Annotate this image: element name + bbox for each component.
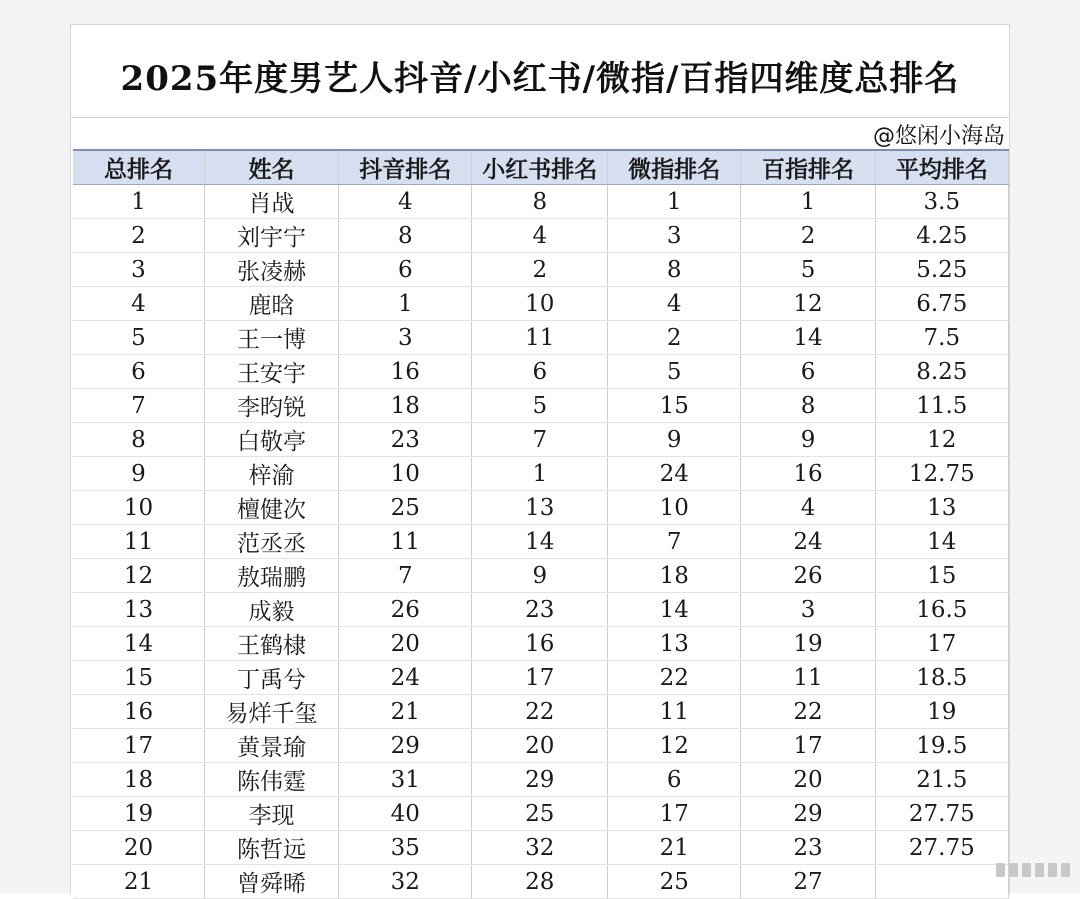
cell-name: 陈伟霆 [204, 763, 338, 797]
header-douyin-rank: 抖音排名 [339, 150, 472, 185]
cell-overall-rank: 11 [73, 525, 204, 559]
header-name: 姓名 [204, 150, 338, 185]
table-row [73, 423, 1009, 457]
table-row [73, 695, 1009, 729]
cell-weizhi-rank: 13 [608, 627, 741, 661]
cell-name: 敖瑞鹏 [204, 559, 338, 593]
cell-baizhi-rank: 22 [741, 695, 875, 729]
cell-douyin-rank: 35 [339, 831, 472, 865]
cell-baizhi-rank: 8 [741, 389, 875, 423]
cell-weizhi-rank: 10 [608, 491, 741, 525]
title-divider [71, 117, 1009, 118]
table-row [73, 831, 1009, 865]
cell-douyin-rank: 8 [339, 219, 472, 253]
cell-douyin-rank: 6 [339, 253, 472, 287]
cell-average-rank: 7.5 [875, 321, 1008, 355]
cell-name: 王一博 [204, 321, 338, 355]
cell-xiaohongshu-rank: 20 [472, 729, 608, 763]
cell-douyin-rank: 1 [339, 287, 472, 321]
cell-baizhi-rank: 1 [741, 185, 875, 219]
cell-douyin-rank: 10 [339, 457, 472, 491]
cell-douyin-rank: 3 [339, 321, 472, 355]
table-header-row [73, 150, 1009, 185]
cell-xiaohongshu-rank: 7 [472, 423, 608, 457]
cell-name: 陈哲远 [204, 831, 338, 865]
cell-weizhi-rank: 7 [608, 525, 741, 559]
cell-overall-rank: 6 [73, 355, 204, 389]
cell-average-rank: 11.5 [875, 389, 1008, 423]
cell-overall-rank: 14 [73, 627, 204, 661]
cell-average-rank: 5.25 [875, 253, 1008, 287]
cell-name: 黄景瑜 [204, 729, 338, 763]
table-row [73, 321, 1009, 355]
cell-weizhi-rank: 8 [608, 253, 741, 287]
cell-xiaohongshu-rank: 25 [472, 797, 608, 831]
table-row [73, 865, 1009, 899]
cell-average-rank: 16.5 [875, 593, 1008, 627]
cell-douyin-rank: 11 [339, 525, 472, 559]
cell-average-rank: 3.5 [875, 185, 1008, 219]
cell-baizhi-rank: 20 [741, 763, 875, 797]
header-overall-rank: 总排名 [73, 150, 204, 185]
cell-xiaohongshu-rank: 10 [472, 287, 608, 321]
cell-average-rank: 27.75 [875, 797, 1008, 831]
cell-weizhi-rank: 25 [608, 865, 741, 899]
cell-overall-rank: 13 [73, 593, 204, 627]
cell-overall-rank: 15 [73, 661, 204, 695]
cell-weizhi-rank: 4 [608, 287, 741, 321]
cell-average-rank: 14 [875, 525, 1008, 559]
cell-overall-rank: 17 [73, 729, 204, 763]
cell-overall-rank: 19 [73, 797, 204, 831]
cell-xiaohongshu-rank: 4 [472, 219, 608, 253]
cell-douyin-rank: 24 [339, 661, 472, 695]
cell-average-rank: 6.75 [875, 287, 1008, 321]
cell-weizhi-rank: 3 [608, 219, 741, 253]
cell-overall-rank: 10 [73, 491, 204, 525]
cell-overall-rank: 4 [73, 287, 204, 321]
cell-xiaohongshu-rank: 22 [472, 695, 608, 729]
cell-baizhi-rank: 24 [741, 525, 875, 559]
cell-overall-rank: 1 [73, 185, 204, 219]
cell-douyin-rank: 4 [339, 185, 472, 219]
cell-weizhi-rank: 12 [608, 729, 741, 763]
cell-overall-rank: 2 [73, 219, 204, 253]
cell-xiaohongshu-rank: 6 [472, 355, 608, 389]
cell-baizhi-rank: 29 [741, 797, 875, 831]
cell-name: 张凌赫 [204, 253, 338, 287]
table-row [73, 627, 1009, 661]
cell-xiaohongshu-rank: 9 [472, 559, 608, 593]
cell-overall-rank: 20 [73, 831, 204, 865]
cell-douyin-rank: 21 [339, 695, 472, 729]
cell-baizhi-rank: 17 [741, 729, 875, 763]
cell-weizhi-rank: 6 [608, 763, 741, 797]
cell-overall-rank: 8 [73, 423, 204, 457]
cell-baizhi-rank: 23 [741, 831, 875, 865]
ranking-table [73, 149, 1009, 899]
cell-weizhi-rank: 22 [608, 661, 741, 695]
cell-weizhi-rank: 14 [608, 593, 741, 627]
table-body [73, 185, 1009, 899]
cell-baizhi-rank: 4 [741, 491, 875, 525]
cell-average-rank: 8.25 [875, 355, 1008, 389]
cell-weizhi-rank: 2 [608, 321, 741, 355]
cell-weizhi-rank: 5 [608, 355, 741, 389]
cell-baizhi-rank: 9 [741, 423, 875, 457]
header-average-rank: 平均排名 [875, 150, 1008, 185]
table-row [73, 729, 1009, 763]
table-row [73, 287, 1009, 321]
table-row [73, 559, 1009, 593]
cell-weizhi-rank: 9 [608, 423, 741, 457]
cell-baizhi-rank: 26 [741, 559, 875, 593]
cell-name: 王安宇 [204, 355, 338, 389]
table-row [73, 661, 1009, 695]
cell-xiaohongshu-rank: 32 [472, 831, 608, 865]
cell-average-rank: 12 [875, 423, 1008, 457]
cell-xiaohongshu-rank: 8 [472, 185, 608, 219]
cell-overall-rank: 12 [73, 559, 204, 593]
watermark-icon [996, 863, 1070, 877]
cell-name: 曾舜晞 [204, 865, 338, 899]
cell-xiaohongshu-rank: 17 [472, 661, 608, 695]
cell-douyin-rank: 29 [339, 729, 472, 763]
table-row [73, 491, 1009, 525]
cell-overall-rank: 16 [73, 695, 204, 729]
cell-xiaohongshu-rank: 1 [472, 457, 608, 491]
cell-name: 梓渝 [204, 457, 338, 491]
cell-baizhi-rank: 3 [741, 593, 875, 627]
cell-douyin-rank: 26 [339, 593, 472, 627]
cell-overall-rank: 9 [73, 457, 204, 491]
table-row [73, 763, 1009, 797]
table-row [73, 355, 1009, 389]
cell-baizhi-rank: 6 [741, 355, 875, 389]
cell-douyin-rank: 20 [339, 627, 472, 661]
table-row [73, 457, 1009, 491]
table-row [73, 253, 1009, 287]
cell-average-rank: 15 [875, 559, 1008, 593]
cell-weizhi-rank: 1 [608, 185, 741, 219]
cell-overall-rank: 18 [73, 763, 204, 797]
cell-douyin-rank: 18 [339, 389, 472, 423]
cell-overall-rank: 21 [73, 865, 204, 899]
cell-baizhi-rank: 11 [741, 661, 875, 695]
cell-baizhi-rank: 14 [741, 321, 875, 355]
cell-average-rank: 13 [875, 491, 1008, 525]
ranking-sheet [70, 24, 1010, 894]
cell-average-rank: 19 [875, 695, 1008, 729]
author-credit: @悠闲小海岛 [873, 119, 1005, 150]
cell-average-rank: 17 [875, 627, 1008, 661]
cell-weizhi-rank: 15 [608, 389, 741, 423]
cell-douyin-rank: 7 [339, 559, 472, 593]
table-row [73, 219, 1009, 253]
table-row [73, 593, 1009, 627]
cell-weizhi-rank: 11 [608, 695, 741, 729]
cell-average-rank: 19.5 [875, 729, 1008, 763]
cell-name: 成毅 [204, 593, 338, 627]
cell-baizhi-rank: 27 [741, 865, 875, 899]
cell-douyin-rank: 40 [339, 797, 472, 831]
cell-name: 易烊千玺 [204, 695, 338, 729]
cell-weizhi-rank: 17 [608, 797, 741, 831]
cell-xiaohongshu-rank: 11 [472, 321, 608, 355]
cell-douyin-rank: 25 [339, 491, 472, 525]
cell-xiaohongshu-rank: 14 [472, 525, 608, 559]
cell-average-rank: 12.75 [875, 457, 1008, 491]
cell-baizhi-rank: 2 [741, 219, 875, 253]
cell-average-rank: 21.5 [875, 763, 1008, 797]
cell-name: 王鹤棣 [204, 627, 338, 661]
cell-xiaohongshu-rank: 13 [472, 491, 608, 525]
cell-name: 白敬亭 [204, 423, 338, 457]
cell-weizhi-rank: 21 [608, 831, 741, 865]
cell-xiaohongshu-rank: 5 [472, 389, 608, 423]
table-row [73, 525, 1009, 559]
cell-name: 李昀锐 [204, 389, 338, 423]
header-xiaohongshu-rank: 小红书排名 [472, 150, 608, 185]
cell-name: 丁禹兮 [204, 661, 338, 695]
cell-baizhi-rank: 5 [741, 253, 875, 287]
page-title: 2025年度男艺人抖音/小红书/微指/百指四维度总排名 [71, 51, 1009, 100]
cell-xiaohongshu-rank: 28 [472, 865, 608, 899]
table-row [73, 797, 1009, 831]
cell-name: 刘宇宁 [204, 219, 338, 253]
cell-overall-rank: 3 [73, 253, 204, 287]
cell-baizhi-rank: 19 [741, 627, 875, 661]
cell-xiaohongshu-rank: 23 [472, 593, 608, 627]
cell-name: 范丞丞 [204, 525, 338, 559]
cell-name: 肖战 [204, 185, 338, 219]
cell-baizhi-rank: 16 [741, 457, 875, 491]
cell-average-rank [875, 865, 1008, 899]
cell-xiaohongshu-rank: 2 [472, 253, 608, 287]
cell-name: 鹿晗 [204, 287, 338, 321]
cell-xiaohongshu-rank: 29 [472, 763, 608, 797]
cell-douyin-rank: 23 [339, 423, 472, 457]
cell-average-rank: 18.5 [875, 661, 1008, 695]
cell-douyin-rank: 31 [339, 763, 472, 797]
table-row [73, 185, 1009, 219]
cell-xiaohongshu-rank: 16 [472, 627, 608, 661]
table-row [73, 389, 1009, 423]
cell-weizhi-rank: 24 [608, 457, 741, 491]
cell-douyin-rank: 32 [339, 865, 472, 899]
cell-douyin-rank: 16 [339, 355, 472, 389]
header-weizhi-rank: 微指排名 [608, 150, 741, 185]
cell-name: 檀健次 [204, 491, 338, 525]
cell-weizhi-rank: 18 [608, 559, 741, 593]
cell-name: 李现 [204, 797, 338, 831]
cell-average-rank: 27.75 [875, 831, 1008, 865]
cell-overall-rank: 5 [73, 321, 204, 355]
header-baizhi-rank: 百指排名 [741, 150, 875, 185]
cell-overall-rank: 7 [73, 389, 204, 423]
cell-baizhi-rank: 12 [741, 287, 875, 321]
cell-average-rank: 4.25 [875, 219, 1008, 253]
